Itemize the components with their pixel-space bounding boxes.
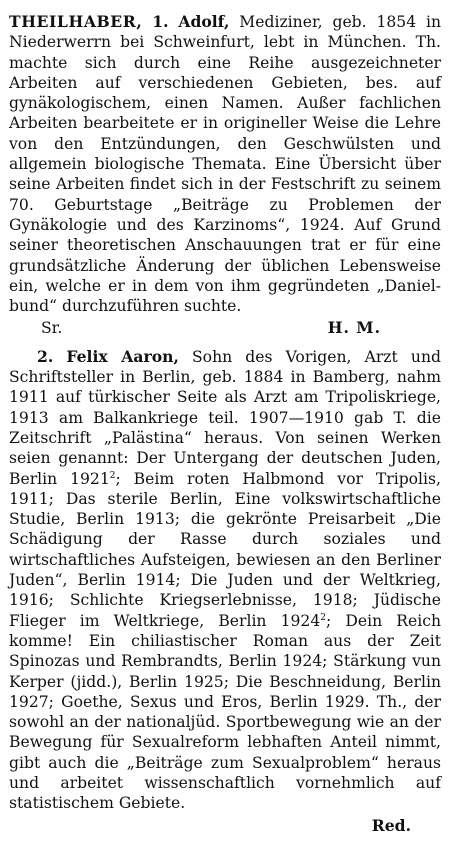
entry-body-text-part-a: Sohn des Vorigen, Arzt und Schriftsteller in Berlin, geb. 1884 in Bamberg, nahm 1911 auf türkischer Seite als Arzt am Tripoliskriege, 1913 am Balkankriege teil. 1907—1910 gab T. die Zeitschrift „Palästina“ heraus. Von seinen Werken seien genannt: Der Untergang der deutschen Juden, Berlin 1921	[9, 347, 441, 488]
entry-name: Adolf,	[178, 12, 230, 31]
entry-number: 2.	[37, 346, 54, 366]
entry-name: Felix Aaron,	[66, 346, 179, 366]
entry-signature-row	[9, 318, 441, 338]
entry-body-text-part-b: ; Beim roten Halbmond vor Tripolis, 1911; Das sterile Berlin, Eine volkswirtschaftliche Studie, Berlin 1913; die gekrönte Preisarbeit „Die Schädigung der Rasse durch soziales und wirtschaftliches Aufsteigen, bewiesen an den Berliner Juden“, Berlin 1914; Die Juden und der Weltkrieg, 1916; Schlichte Kriegserlebnisse, 1918; Jüdische Flieger im Weltkriege, Berlin 1924	[9, 469, 441, 630]
editorial-signature: Red.	[371, 815, 411, 835]
entry-body-text-part-c: ; Dein Reich komme! Ein chiliastischer Roman aus der Zeit Spinozas und Rembrandts, Berlin 1924; Stärkung vun Kerper (jidd.), Berlin 1925; Die Beschneidung, Berlin 1927; Goethe, Sexus und Eros, Berlin 1929. Th., der sowohl an der nationaljüd. Sportbewegung wie an der Bewegung für Sexualreform lebhaften Anteil nimmt, gibt auch die „Beiträge zum Sexualproblem“ heraus und arbeitet wissenschaftlich vornehmlich auf statistischem Gebiete.	[9, 611, 441, 813]
entry-number: 1.	[152, 12, 169, 31]
edition-superscript: 2	[109, 470, 116, 481]
entry-body-text: Mediziner, geb. 1854 in Niederwerrn bei Schweinfurt, lebt in München. Th. machte sich durch eine Reihe ausgezeichneter Arbeiten auf verschiedenen Gebieten, bes. auf gynäkologischem, einen Namen. Außer fachlichen Arbeiten bearbeitete er in origineller Weise die Lehre von den Entzündungen, den Geschwülsten und allgemein biologische Themata. Eine Übersicht über seine Arbeiten findet sich in der Festschrift zu seinem 70. Geburtstage „Beiträge zu Problemen der Gynäkologie und des Karzinoms“, 1924. Auf Grund seiner theoretischen Anschauungen trat er für eine grundsätzliche Änderung der üblichen Lebensweise ein, welche er in dem von ihm gegründeten „Danielbund“ durchzuführen suchte.	[9, 13, 441, 316]
edition-superscript: 2	[320, 612, 327, 623]
author-initials-right: H. M.	[327, 318, 381, 338]
entry-headword: THEILHABER,	[9, 12, 143, 31]
author-initials-left: Sr.	[41, 319, 63, 338]
entry-felix-aaron-theilhaber	[9, 347, 441, 814]
entry-adolf-theilhaber	[9, 12, 441, 316]
